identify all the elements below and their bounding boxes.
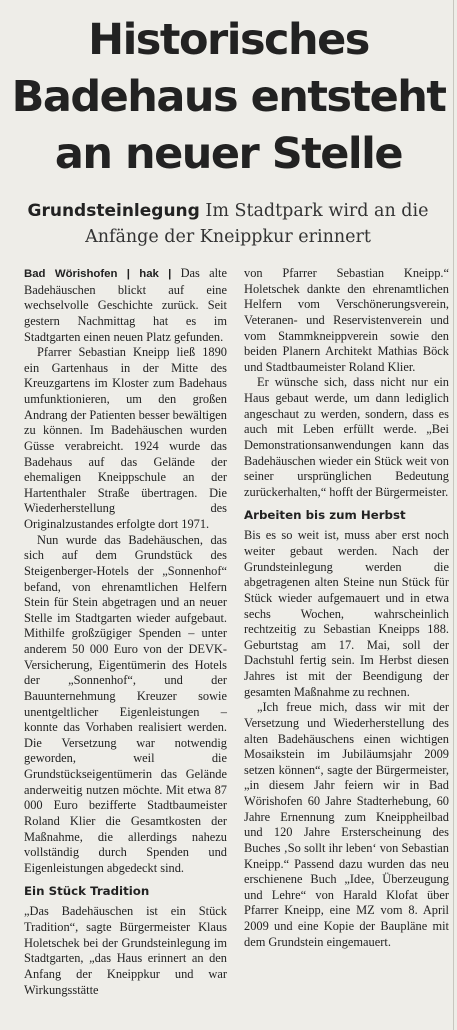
body-paragraph: „Ich freue mich, dass wir mit der Versetzung und Wiederherstellung des alten Badehäuschens einen wichtigen Mosaikstein im Jubiläumsjahr 2009 setzen können“, sagte der Bürgermeister, „in diesem Jahr feiern wir in Bad Wörishofen 60 Jahre Stadterhebung, 60 Jahre Ernennung zum Kneippheilbad und 120 Jahre Ersterscheinung des Buches ‚So sollt ihr leben‘ von Sebastian Kneipp.“ Passend dazu wurden das neu erschienene Buch „Idee, Überzeugung und Lehre“ von Harald Klofat über Pfarrer Kneipp, eine MZ vom 8. April 2009 und eine Kopie der Baupläne mit dem Grundstein eingemauert.	[244, 700, 449, 949]
subheading-tradition: Ein Stück Tradition	[24, 884, 150, 899]
headline-line-3: an neuer Stelle	[54, 129, 403, 179]
article-column-left	[24, 266, 227, 998]
article-column-right	[244, 266, 449, 950]
body-paragraph: „Das Badehäuschen ist ein Stück Tradition“, sagte Bürgermeister Klaus Holetschek bei der Grundsteinlegung im Stadtgarten, „das Haus erinnert an den Anfang der Kneippkur und war Wirkungsstätte	[24, 904, 227, 997]
body-paragraph: Bis es so weit ist, muss aber erst noch weiter gebaut werden. Nach der Grundsteinlegung werden die abgetragenen alten Steine nun Stück für Stück wieder aufgemauert und in etwa sechs Wochen, wahrscheinlich rechtzeitig zu Sebastian Kneipps 188. Geburtstag am 17. Mai, soll der Dachstuhl fertig sein. Im Herbst diesen Jahres ist mit der Beendigung der gesamten Maßnahme zu rechnen.	[244, 528, 449, 699]
page-edge-divider	[453, 0, 454, 1030]
body-paragraph: von Pfarrer Sebastian Kneipp.“ Holetschek dankte den ehrenamtlichen Helfern vom Verschönerungsverein, Veteranen- und Reservistenverein und vom Stammkneippverein sowie den beiden Planern Architekt Mathias Böck und Stadtbaumeister Roland Klier.	[244, 266, 449, 374]
headline-line-2: Badehaus entsteht	[11, 72, 446, 122]
article-headline	[0, 12, 457, 183]
body-paragraph: Er wünsche sich, dass nicht nur ein Haus gebaut werde, um dann lediglich angeschaut zu werden, sondern, dass es auch mit Leben erfüllt werde. „Bei Demonstrationsanwendungen kann das Badehäuschen wieder ein Stück weit von seiner ursprünglichen Bedeutung zurückerhalten,“ hofft der Bürgermeister.	[244, 375, 449, 499]
body-paragraph	[24, 266, 227, 345]
lead-text: Das alte Badehäuschen blickt auf eine wechselvolle Geschichte zurück. Seit gestern Nachmittag hat es im Stadtgarten einen neuen Platz gefunden.	[24, 266, 227, 344]
article-deck	[18, 198, 438, 250]
subheading-herbst: Arbeiten bis zum Herbst	[244, 508, 406, 523]
body-paragraph: Nun wurde das Badehäuschen, das sich auf dem Grundstück des Steigenberger-Hotels der „Sonnenhof“ befand, von ehrenamtlichen Helfern Stein für Stein abgetragen und an neuer Stelle im Stadtgarten wieder aufgebaut. Mithilfe großzügiger Spenden – unter anderem 50 000 Euro von der DEVK-Versicherung, Eigentümerin des Hotels der „Sonnenhof“, und der Bauunternehmung Kreuzer sowie unentgeltlicher Eigenleistungen – konnte das Vorhaben realisiert werden. Die Versetzung war notwendig geworden, weil die Grundstückseigentümerin das Gelände anderweitig nutzen möchte. Mit etwa 87 000 Euro bezifferte Stadtbaumeister Roland Klier die Gesamtkosten der Maßnahme, die allerdings nahezu vollständig durch Spenden und Eigenleistungen abgedeckt sind.	[24, 532, 227, 875]
dateline: Bad Wörishofen | hak |	[24, 268, 172, 280]
headline-line-1: Historisches	[88, 15, 369, 65]
body-paragraph: Pfarrer Sebastian Kneipp ließ 1890 ein Gartenhaus in der Mitte des Kreuzgartens im Kloster zum Badehaus umfunktionieren, um den großen Andrang der Patienten besser bewältigen zu können. Im Badehäuschen wurden Güsse verabreicht. 1924 wurde das Badehaus auf das Gelände der ehemaligen Kneippschule an der Hartenthaler Straße übertragen. Die Wiederherstellung des Originalzustandes erfolgte dort 1971.	[24, 345, 227, 531]
deck-text: Im Stadtpark wird an die Anfänge der Kneippkur erinnert	[85, 201, 429, 247]
deck-keyword: Grundsteinlegung	[27, 201, 200, 221]
